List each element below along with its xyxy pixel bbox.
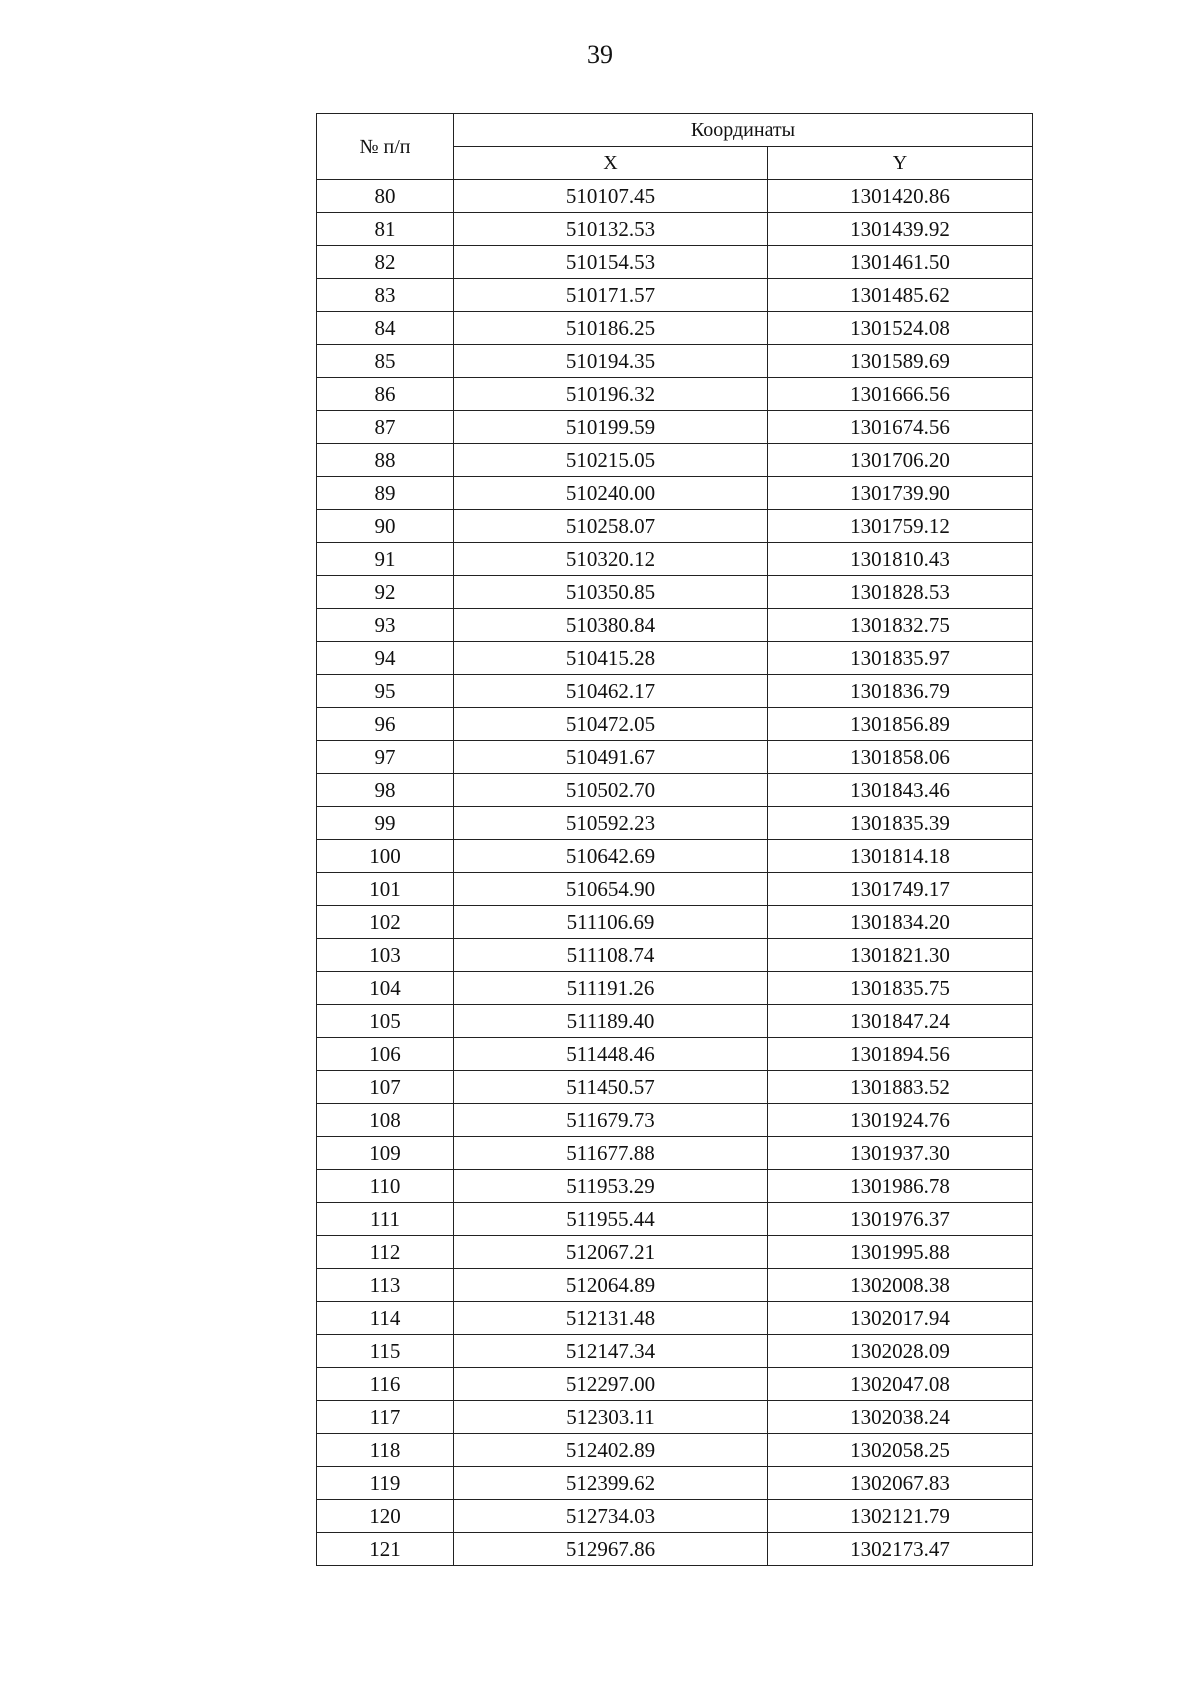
cell-x: 510462.17 [454, 675, 768, 708]
cell-y: 1302017.94 [768, 1302, 1033, 1335]
table-row [317, 543, 1033, 576]
cell-row-number: 107 [317, 1071, 454, 1104]
table-row [317, 1401, 1033, 1434]
cell-row-number: 101 [317, 873, 454, 906]
cell-row-number: 98 [317, 774, 454, 807]
cell-y: 1302008.38 [768, 1269, 1033, 1302]
header-coordinates: Координаты [454, 114, 1033, 147]
cell-row-number: 117 [317, 1401, 454, 1434]
cell-y: 1301810.43 [768, 543, 1033, 576]
table-row [317, 642, 1033, 675]
table-row [317, 180, 1033, 213]
table-row [317, 1533, 1033, 1566]
table-row [317, 1170, 1033, 1203]
cell-x: 512297.00 [454, 1368, 768, 1401]
table-row [317, 1203, 1033, 1236]
cell-x: 510132.53 [454, 213, 768, 246]
cell-y: 1301749.17 [768, 873, 1033, 906]
cell-row-number: 88 [317, 444, 454, 477]
cell-y: 1302058.25 [768, 1434, 1033, 1467]
table-row [317, 1005, 1033, 1038]
cell-row-number: 99 [317, 807, 454, 840]
cell-y: 1301832.75 [768, 609, 1033, 642]
cell-y: 1301835.97 [768, 642, 1033, 675]
cell-y: 1301485.62 [768, 279, 1033, 312]
table-row [317, 576, 1033, 609]
table-row [317, 741, 1033, 774]
cell-x: 512064.89 [454, 1269, 768, 1302]
cell-row-number: 114 [317, 1302, 454, 1335]
table-row [317, 609, 1033, 642]
cell-row-number: 104 [317, 972, 454, 1005]
cell-y: 1302047.08 [768, 1368, 1033, 1401]
cell-row-number: 103 [317, 939, 454, 972]
page-number: 39 [587, 40, 613, 69]
table-row [317, 510, 1033, 543]
cell-row-number: 119 [317, 1467, 454, 1500]
cell-y: 1301937.30 [768, 1137, 1033, 1170]
cell-row-number: 85 [317, 345, 454, 378]
cell-x: 512303.11 [454, 1401, 768, 1434]
table-row [317, 411, 1033, 444]
cell-y: 1301589.69 [768, 345, 1033, 378]
table-row [317, 1335, 1033, 1368]
cell-row-number: 89 [317, 477, 454, 510]
cell-y: 1301856.89 [768, 708, 1033, 741]
cell-row-number: 105 [317, 1005, 454, 1038]
table-row [317, 807, 1033, 840]
cell-x: 511191.26 [454, 972, 768, 1005]
cell-x: 510320.12 [454, 543, 768, 576]
header-y: Y [768, 147, 1033, 180]
table-row [317, 1137, 1033, 1170]
table-row [317, 1467, 1033, 1500]
cell-row-number: 95 [317, 675, 454, 708]
cell-row-number: 111 [317, 1203, 454, 1236]
table-row [317, 1236, 1033, 1269]
table-row [317, 972, 1033, 1005]
cell-y: 1301858.06 [768, 741, 1033, 774]
table-row [317, 246, 1033, 279]
header-row-number: № п/п [317, 114, 454, 180]
cell-y: 1301847.24 [768, 1005, 1033, 1038]
cell-y: 1301420.86 [768, 180, 1033, 213]
cell-row-number: 81 [317, 213, 454, 246]
cell-y: 1301834.20 [768, 906, 1033, 939]
table-row [317, 279, 1033, 312]
cell-y: 1301821.30 [768, 939, 1033, 972]
table-row [317, 906, 1033, 939]
cell-x: 511955.44 [454, 1203, 768, 1236]
cell-x: 512147.34 [454, 1335, 768, 1368]
cell-row-number: 106 [317, 1038, 454, 1071]
table-row [317, 213, 1033, 246]
cell-row-number: 116 [317, 1368, 454, 1401]
cell-y: 1301524.08 [768, 312, 1033, 345]
cell-x: 512402.89 [454, 1434, 768, 1467]
cell-x: 510350.85 [454, 576, 768, 609]
cell-x: 512967.86 [454, 1533, 768, 1566]
table-row [317, 1434, 1033, 1467]
cell-x: 510199.59 [454, 411, 768, 444]
cell-row-number: 109 [317, 1137, 454, 1170]
cell-x: 511450.57 [454, 1071, 768, 1104]
cell-x: 510415.28 [454, 642, 768, 675]
cell-y: 1301995.88 [768, 1236, 1033, 1269]
cell-x: 510194.35 [454, 345, 768, 378]
cell-y: 1301674.56 [768, 411, 1033, 444]
cell-y: 1301706.20 [768, 444, 1033, 477]
cell-y: 1302067.83 [768, 1467, 1033, 1500]
cell-row-number: 121 [317, 1533, 454, 1566]
cell-row-number: 108 [317, 1104, 454, 1137]
cell-row-number: 86 [317, 378, 454, 411]
table-row [317, 840, 1033, 873]
cell-x: 510196.32 [454, 378, 768, 411]
cell-x: 511677.88 [454, 1137, 768, 1170]
cell-row-number: 80 [317, 180, 454, 213]
cell-row-number: 82 [317, 246, 454, 279]
table-row [317, 774, 1033, 807]
cell-y: 1302038.24 [768, 1401, 1033, 1434]
cell-y: 1301828.53 [768, 576, 1033, 609]
table-row [317, 444, 1033, 477]
cell-y: 1301739.90 [768, 477, 1033, 510]
cell-row-number: 110 [317, 1170, 454, 1203]
cell-row-number: 87 [317, 411, 454, 444]
cell-y: 1302121.79 [768, 1500, 1033, 1533]
cell-y: 1301835.39 [768, 807, 1033, 840]
cell-x: 510258.07 [454, 510, 768, 543]
cell-x: 511953.29 [454, 1170, 768, 1203]
cell-row-number: 83 [317, 279, 454, 312]
cell-y: 1301461.50 [768, 246, 1033, 279]
table-row [317, 939, 1033, 972]
cell-row-number: 93 [317, 609, 454, 642]
table-row [317, 1500, 1033, 1533]
cell-x: 511189.40 [454, 1005, 768, 1038]
cell-row-number: 100 [317, 840, 454, 873]
table-row [317, 708, 1033, 741]
cell-row-number: 91 [317, 543, 454, 576]
cell-row-number: 97 [317, 741, 454, 774]
cell-y: 1301835.75 [768, 972, 1033, 1005]
cell-row-number: 112 [317, 1236, 454, 1269]
cell-y: 1301836.79 [768, 675, 1033, 708]
cell-row-number: 84 [317, 312, 454, 345]
cell-x: 510380.84 [454, 609, 768, 642]
table-row [317, 1302, 1033, 1335]
cell-row-number: 92 [317, 576, 454, 609]
cell-x: 510240.00 [454, 477, 768, 510]
table-row [317, 675, 1033, 708]
cell-y: 1301894.56 [768, 1038, 1033, 1071]
cell-x: 510186.25 [454, 312, 768, 345]
table-row [317, 1104, 1033, 1137]
table-row [317, 1269, 1033, 1302]
cell-y: 1301924.76 [768, 1104, 1033, 1137]
coordinates-table [316, 113, 1033, 1566]
cell-x: 510154.53 [454, 246, 768, 279]
cell-x: 511448.46 [454, 1038, 768, 1071]
cell-x: 510472.05 [454, 708, 768, 741]
cell-row-number: 120 [317, 1500, 454, 1533]
cell-x: 510107.45 [454, 180, 768, 213]
table-row [317, 1038, 1033, 1071]
table-row [317, 1071, 1033, 1104]
cell-x: 512399.62 [454, 1467, 768, 1500]
cell-y: 1301666.56 [768, 378, 1033, 411]
cell-row-number: 94 [317, 642, 454, 675]
cell-row-number: 90 [317, 510, 454, 543]
cell-x: 510171.57 [454, 279, 768, 312]
cell-x: 510642.69 [454, 840, 768, 873]
cell-y: 1301986.78 [768, 1170, 1033, 1203]
table-header [317, 114, 1033, 180]
cell-x: 511679.73 [454, 1104, 768, 1137]
table-row [317, 873, 1033, 906]
cell-y: 1301814.18 [768, 840, 1033, 873]
table-row [317, 345, 1033, 378]
cell-x: 511106.69 [454, 906, 768, 939]
cell-x: 512131.48 [454, 1302, 768, 1335]
cell-row-number: 102 [317, 906, 454, 939]
cell-x: 510491.67 [454, 741, 768, 774]
cell-y: 1301976.37 [768, 1203, 1033, 1236]
table-row [317, 477, 1033, 510]
cell-row-number: 115 [317, 1335, 454, 1368]
cell-y: 1302028.09 [768, 1335, 1033, 1368]
table-row [317, 1368, 1033, 1401]
cell-x: 510654.90 [454, 873, 768, 906]
cell-y: 1302173.47 [768, 1533, 1033, 1566]
cell-y: 1301759.12 [768, 510, 1033, 543]
cell-y: 1301883.52 [768, 1071, 1033, 1104]
cell-row-number: 118 [317, 1434, 454, 1467]
cell-x: 512067.21 [454, 1236, 768, 1269]
cell-y: 1301439.92 [768, 213, 1033, 246]
cell-x: 510502.70 [454, 774, 768, 807]
cell-row-number: 113 [317, 1269, 454, 1302]
cell-x: 512734.03 [454, 1500, 768, 1533]
cell-x: 510592.23 [454, 807, 768, 840]
cell-row-number: 96 [317, 708, 454, 741]
cell-y: 1301843.46 [768, 774, 1033, 807]
header-x: X [454, 147, 768, 180]
table-row [317, 312, 1033, 345]
table-body [317, 180, 1033, 1566]
cell-x: 510215.05 [454, 444, 768, 477]
cell-x: 511108.74 [454, 939, 768, 972]
table-row [317, 378, 1033, 411]
